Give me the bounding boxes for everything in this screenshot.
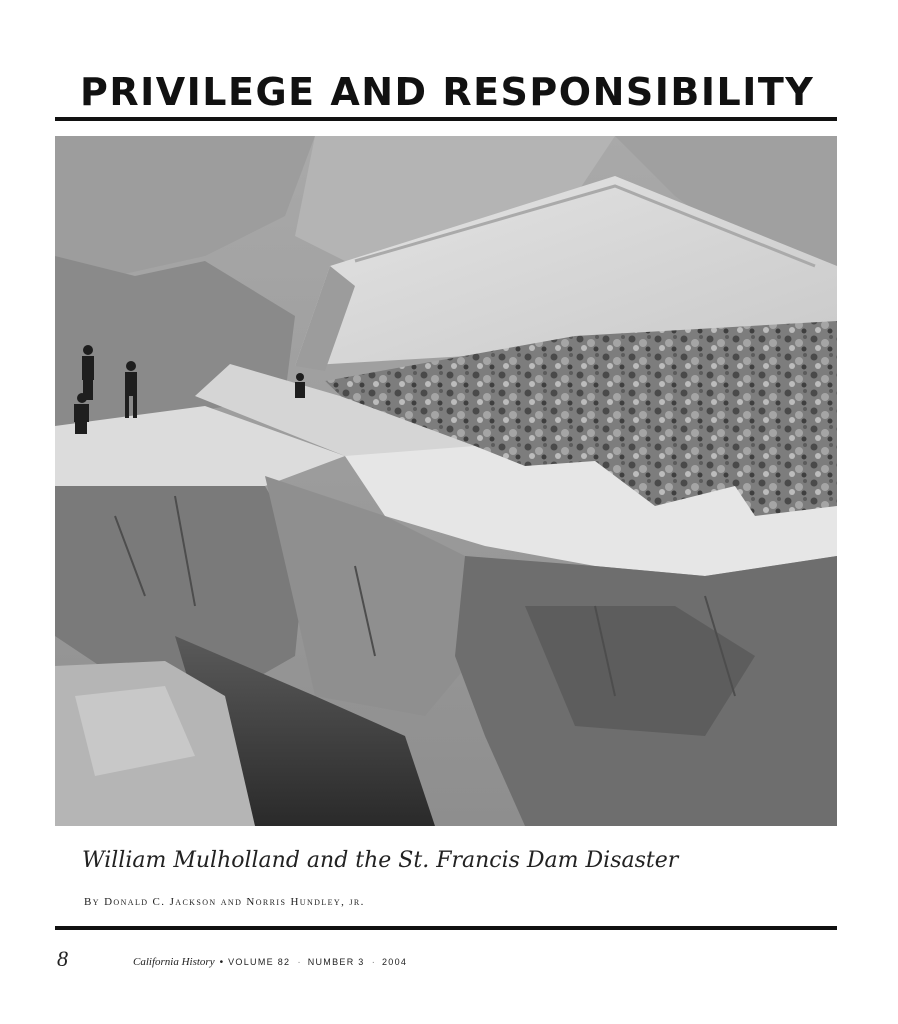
running-footer: [133, 956, 407, 968]
top-rule: [55, 117, 837, 121]
journal-name: California History: [133, 956, 215, 968]
dam-ruins-illustration: [55, 136, 837, 826]
footer-bullet: •: [219, 957, 224, 968]
volume-label: VOLUME 82: [228, 957, 291, 967]
footer-separator: ·: [371, 957, 375, 968]
article-subtitle: William Mulholland and the St. Francis Dam Disaster: [82, 848, 679, 873]
byline: By Donald C. Jackson and Norris Hundley, jr.: [84, 896, 365, 908]
dam-ruins-photo: [55, 136, 837, 826]
page-number: 8: [57, 946, 68, 971]
bottom-rule: [55, 926, 837, 930]
year-label: 2004: [381, 957, 408, 967]
article-title: PRIVILEGE AND RESPONSIBILITY: [80, 70, 815, 114]
number-label: NUMBER 3: [307, 957, 365, 967]
footer-separator: ·: [297, 957, 301, 968]
